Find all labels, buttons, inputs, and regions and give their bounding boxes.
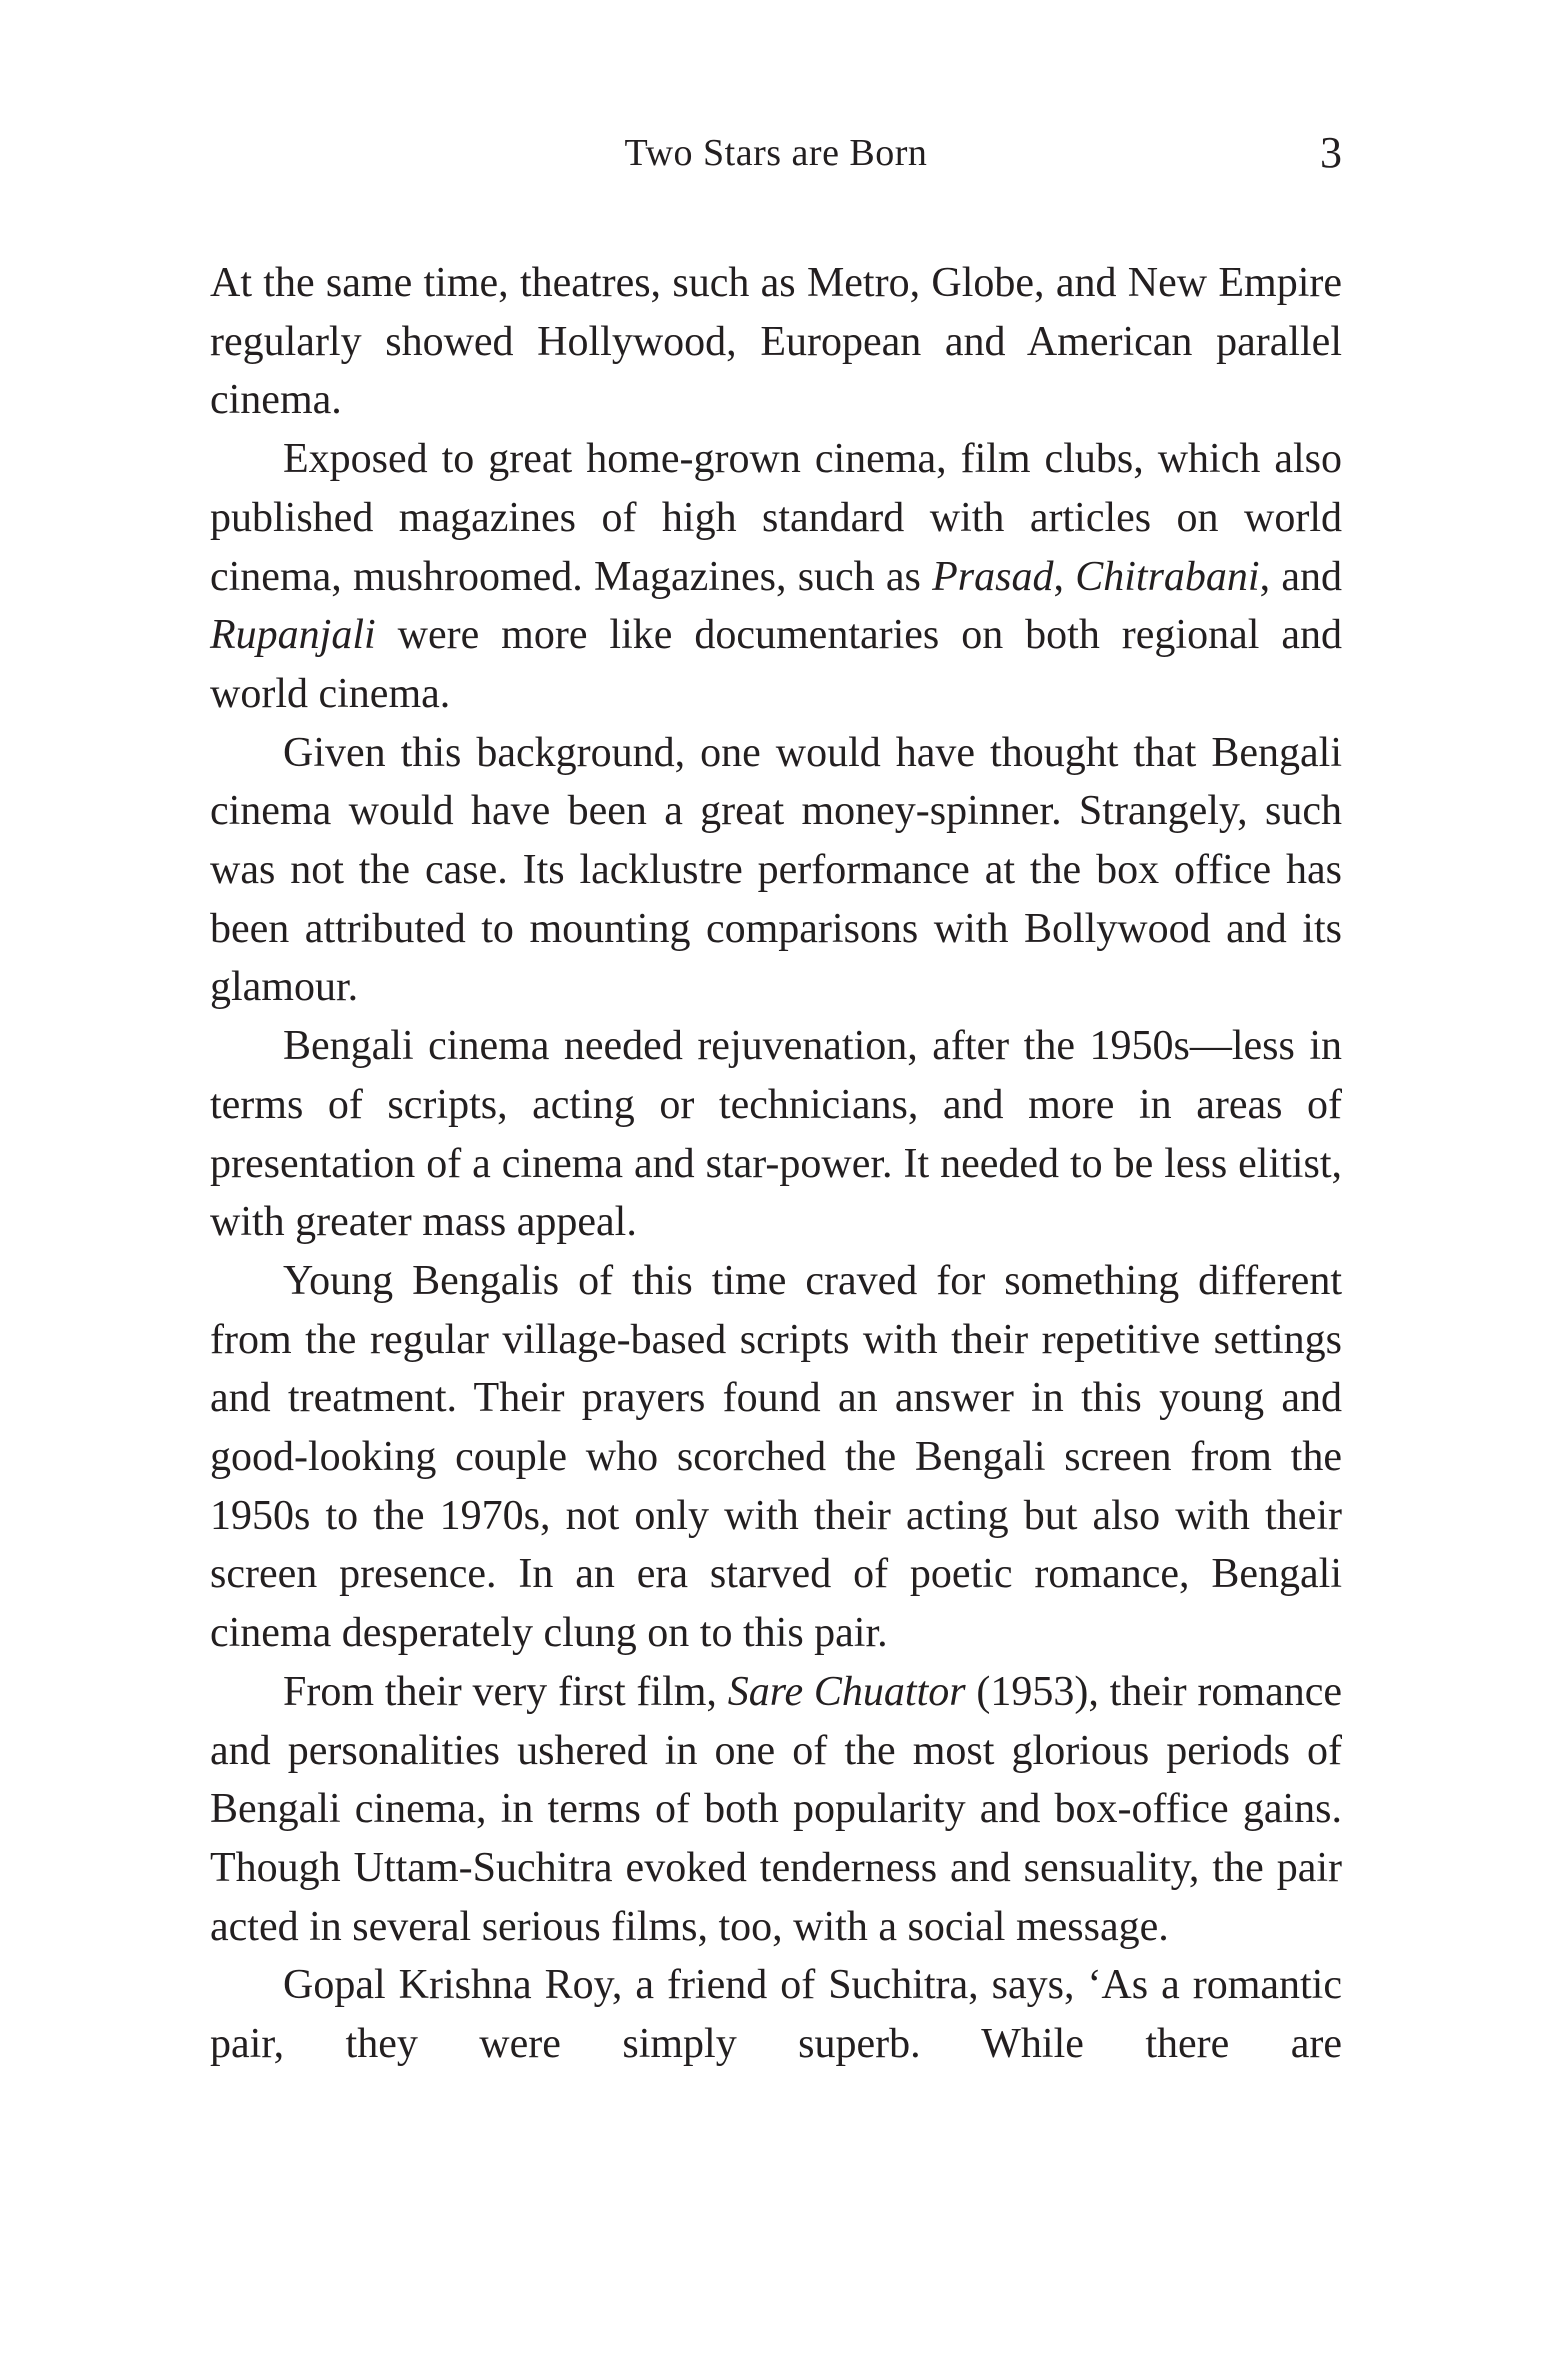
magazine-title-chitrabani: Chitrabani [1075, 553, 1260, 600]
paragraph-first-film-text-1: From their very first film, [283, 1668, 728, 1715]
paragraph-young-bengalis [210, 1252, 1342, 1663]
paragraph-gopal-krishna-roy-text: Gopal Krishna Roy, a friend of Suchitra, says, ‘As a romantic pair, they were simply superb. While there are [210, 1962, 1342, 2068]
film-title-sare-chuattor: Sare Chuattor [727, 1668, 966, 1715]
paragraph-first-film-text-2: (1953), their romance and personalities ushered in one of the most glorious periods of Bengali cinema, in terms of both popularity and box-office gains. Though Uttam-Suchitra evoked tenderness and sensuality, the pair acted in several serious films, too, with a social message. [210, 1668, 1343, 1950]
paragraph-young-bengalis-text: Young Bengalis of this time craved for something different from the regular village-based scripts with their repetitive settings and treatment. Their prayers found an answer in this young and good-looking couple who scorched the Bengali screen from the 1950s to the 1970s, not only with their acting but also with their screen presence. In an era starved of poetic romance, Bengali cinema desperately clung on to this pair. [210, 1257, 1342, 1657]
running-head [210, 128, 1342, 178]
paragraph-film-clubs-text-4: were more like documentaries on both regional and world cinema. [210, 612, 1342, 717]
paragraph-gopal-krishna-roy [210, 1956, 1342, 2073]
paragraph-film-clubs-text-3: , and [1259, 553, 1342, 600]
paragraph-background-text: Given this background, one would have thought that Bengali cinema would have been a great money-spinner. Strangely, such was not the case. Its lacklustre performance at the box office has been attributed to mounting comparisons with Bollywood and its glamour. [210, 729, 1342, 1011]
magazine-title-rupanjali: Rupanjali [210, 612, 376, 659]
paragraph-film-clubs [210, 430, 1342, 724]
paragraph-theatres-text: At the same time, theatres, such as Metro, Globe, and New Empire regularly showed Hollywood, European and American parallel cinema. [210, 260, 1342, 424]
paragraph-rejuvenation-text: Bengali cinema needed rejuvenation, after the 1950s—less in terms of scripts, acting or technicians, and more in areas of presentation of a cinema and star-power. It needed to be less elitist, with greater mass appeal. [210, 1023, 1342, 1246]
paragraph-first-film [210, 1663, 1342, 1957]
page-number: 3 [1320, 128, 1342, 177]
paragraph-film-clubs-text-2: , [1053, 553, 1076, 600]
paragraph-rejuvenation [210, 1017, 1342, 1252]
magazine-title-prasad: Prasad [932, 553, 1054, 600]
running-title: Two Stars are Born [624, 132, 928, 174]
body-text [210, 254, 1342, 2074]
paragraph-film-clubs-text-1: Exposed to great home-grown cinema, film clubs, which also published magazines of high standard with articles on world cinema, mushroomed. Magazines, such as [210, 436, 1342, 600]
paragraph-theatres [210, 254, 1342, 430]
paragraph-background [210, 724, 1342, 1018]
